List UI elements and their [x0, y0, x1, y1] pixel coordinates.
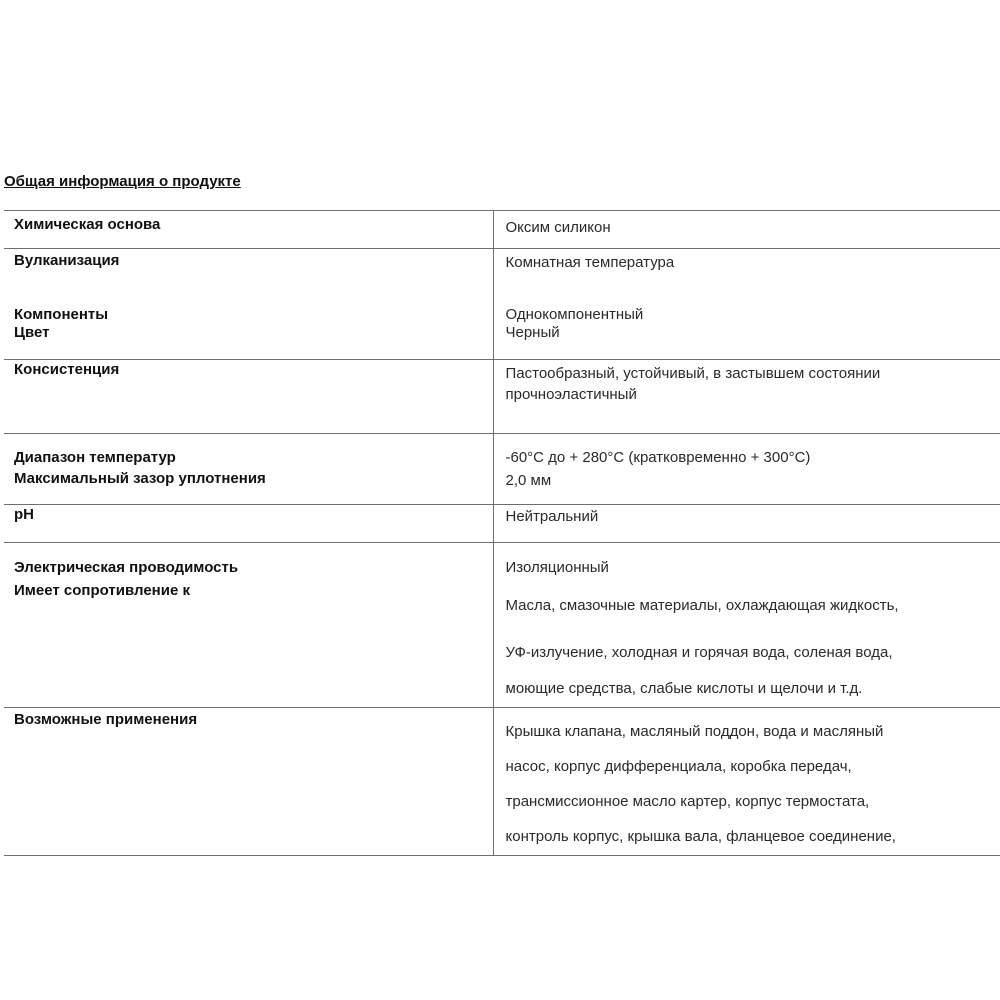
- property-value: Крышка клапана, масляный поддон, вода и масляный насос, корпус дифференциала, коробка передач, трансмиссионное масло картер, корпус термостата, контроль корпус, крышка вала, фланцевое соединение,: [493, 707, 1000, 855]
- table-row: [4, 249, 1000, 301]
- property-value: Пастообразный, устойчивый, в застывшем состоянии прочноэластичный: [493, 360, 1000, 434]
- section-heading: Общая информация о продукте: [4, 173, 241, 190]
- property-label: pH: [4, 505, 493, 543]
- table-row: [4, 301, 1000, 324]
- property-value: Черный: [505, 323, 560, 341]
- table-row: [4, 707, 1000, 855]
- table-row: [4, 324, 1000, 360]
- table-row: [4, 470, 1000, 505]
- property-value: Нейтральний: [493, 505, 1000, 543]
- property-value: Изоляционный: [493, 543, 1000, 582]
- property-value: Комнатная температура: [493, 249, 1000, 301]
- property-label: Консистенция: [4, 360, 493, 434]
- property-value: Масла, смазочные материалы, охлаждающая жидкость, УФ-излучение, холодная и горячая вода, соленая вода, моющие средства, слабые кислоты и щелочи и т.д.: [505, 596, 899, 697]
- table-row: [4, 360, 1000, 434]
- property-label: Максимальный зазор уплотнения: [4, 470, 493, 505]
- property-value: Оксим силикон: [493, 211, 1000, 249]
- property-label: Имеет сопротивление к: [4, 582, 493, 708]
- property-value: 2,0 мм: [505, 471, 552, 489]
- product-info-table: [4, 210, 1000, 856]
- table-row: [4, 211, 1000, 249]
- property-label: Диапазон температур: [4, 434, 493, 470]
- property-label: Цвет: [4, 324, 493, 360]
- table-row: [4, 434, 1000, 470]
- property-value: -60°C до + 280°C (кратковременно + 300°C): [493, 434, 1000, 470]
- property-label: Возможные применения: [4, 707, 493, 855]
- table-row: [4, 543, 1000, 582]
- property-label: Компоненты: [4, 301, 493, 324]
- table-row: [4, 582, 1000, 708]
- property-label: Вулканизация: [4, 249, 493, 301]
- property-label: Химическая основа: [4, 211, 493, 249]
- table-row: [4, 505, 1000, 543]
- property-label: Электрическая проводимость: [4, 543, 493, 582]
- property-value: Однокомпонентный: [505, 305, 644, 323]
